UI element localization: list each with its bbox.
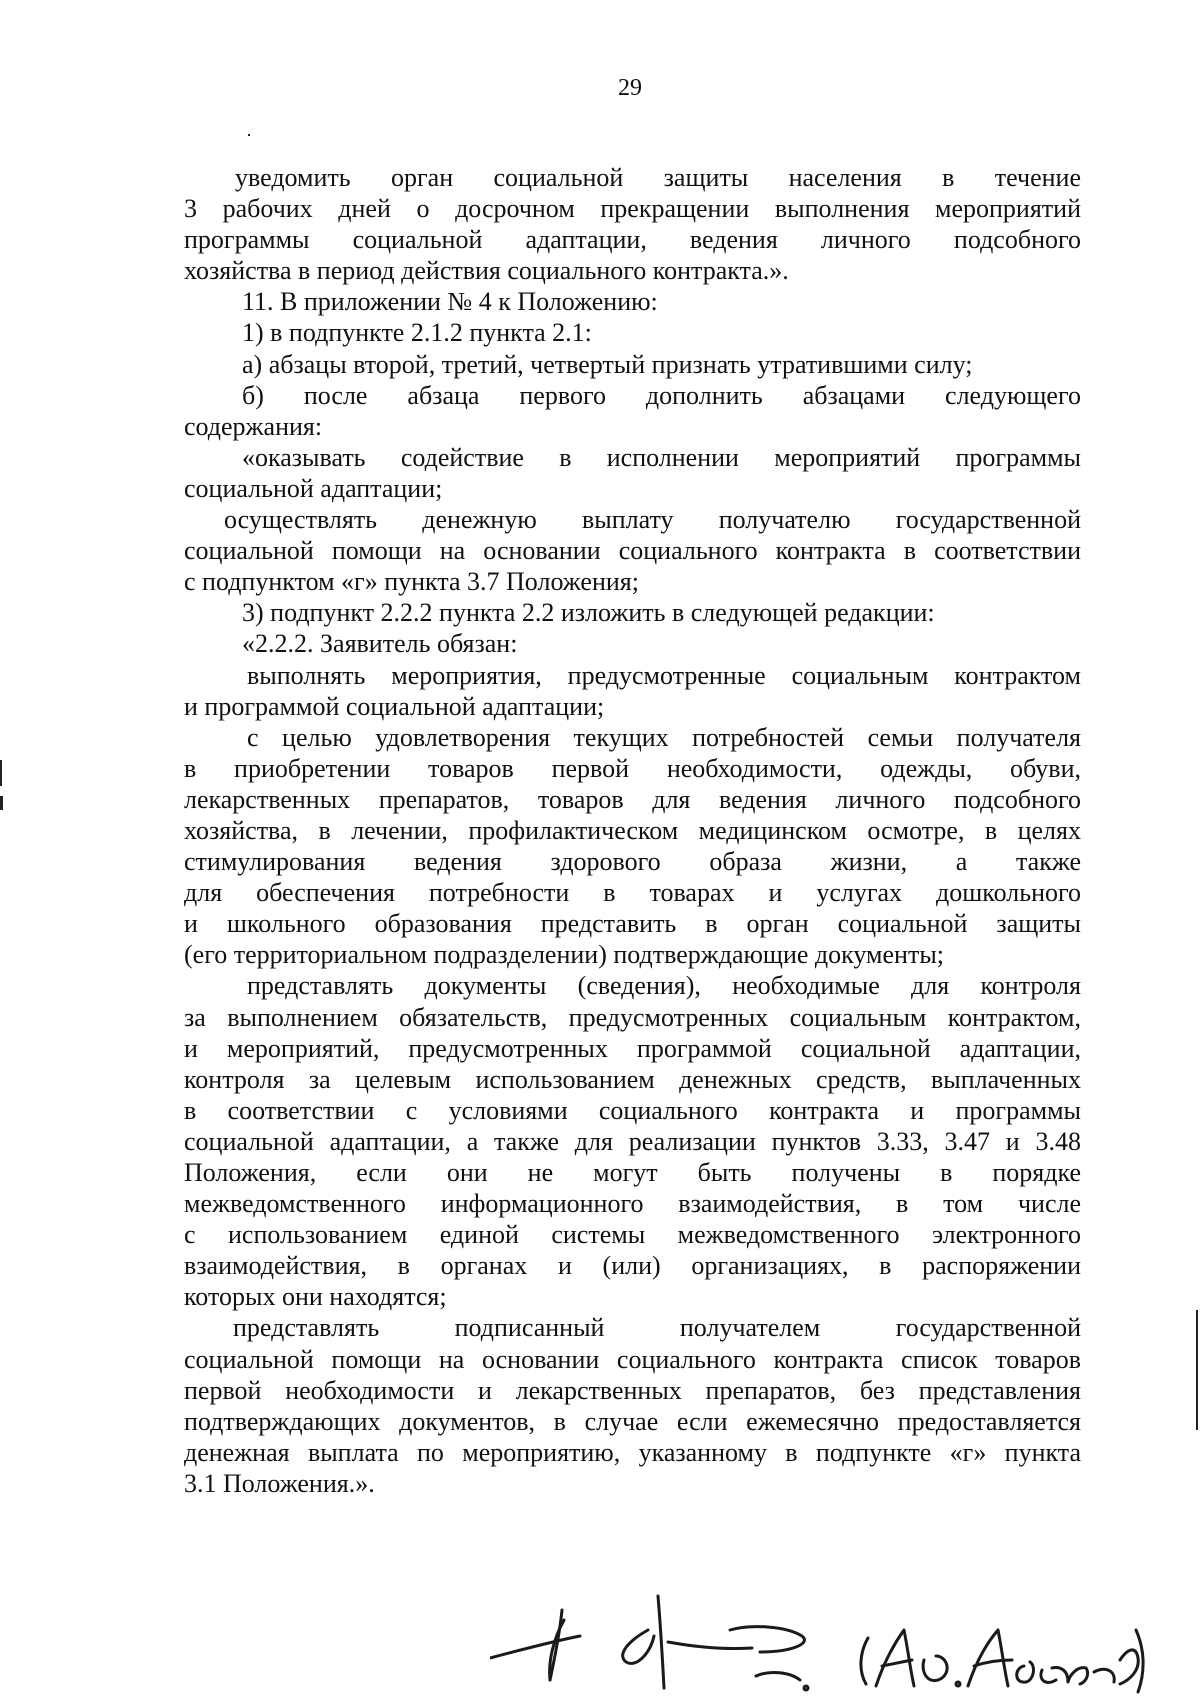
text-line: Положения, если они не могут быть получены в порядке <box>184 1158 1081 1187</box>
text-line: в приобретении товаров первой необходимости, одежды, обуви, <box>184 753 1081 783</box>
text-line: представлять подписанный получателем государственной <box>233 1313 1081 1343</box>
text-line: хозяйства в период действия социального контракта.». <box>184 256 789 286</box>
text-line: первой необходимости и лекарственных препаратов, без представления <box>184 1375 1081 1405</box>
text-line: и школьного образования представить в орган социальной защиты <box>184 909 1081 939</box>
text-line: содержания: <box>184 411 323 441</box>
text-line: социальной помощи на основании социального контракта в соответствии <box>184 536 1081 566</box>
text-line: 1) в подпункте 2.1.2 пункта 2.1: <box>242 318 592 348</box>
text-line: за выполнением обязательств, предусмотренных социальным контрактом, <box>184 1002 1081 1032</box>
signature-image <box>490 1590 1150 1697</box>
text-line: с целью удовлетворения текущих потребностей семьи получателя <box>247 722 1081 752</box>
text-line: программы социальной адаптации, ведения личного подсобного <box>184 225 1081 255</box>
text-line: и программой социальной адаптации; <box>184 691 605 721</box>
text-line: контроля за целевым использованием денежных средств, выплаченных <box>184 1064 1081 1094</box>
text-line: межведомственного информационного взаимодействия, в том числе <box>184 1189 1081 1219</box>
text-line: с подпунктом «г» пункта 3.7 Положения; <box>184 567 639 597</box>
scan-mark <box>1196 1310 1198 1430</box>
text-line: 3.1 Положения.». <box>184 1468 375 1498</box>
text-line: подтверждающих документов, в случае если ежемесячно предоставляется <box>184 1406 1081 1436</box>
text-line: социальной адаптации; <box>184 473 443 503</box>
text-line: хозяйства, в лечении, профилактическом медицинском осмотре, в целях <box>184 815 1081 845</box>
text-line: которых они находятся; <box>184 1282 447 1312</box>
text-line: «2.2.2. Заявитель обязан: <box>242 629 518 659</box>
text-line: представлять документы (сведения), необходимые для контроля <box>247 971 1081 1001</box>
text-line: «оказывать содействие в исполнении мероприятий программы <box>242 442 1081 472</box>
text-line: с использованием единой системы межведомственного электронного <box>184 1220 1081 1250</box>
page-number: 29 <box>618 75 642 101</box>
text-line: стимулирования ведения здорового образа жизни, а также <box>184 847 1081 877</box>
text-line: б) после абзаца первого дополнить абзацами следующего <box>242 380 1081 410</box>
text-line: 3) подпункт 2.2.2 пункта 2.2 изложить в следующей редакции: <box>242 598 935 628</box>
text-line: в соответствии с условиями социального контракта и программы <box>184 1095 1081 1125</box>
text-line: осуществлять денежную выплату получателю государственной <box>224 505 1081 535</box>
text-line: социальной помощи на основании социального контракта список товаров <box>184 1344 1081 1374</box>
text-line: для обеспечения потребности в товарах и услугах дошкольного <box>184 878 1081 908</box>
scan-mark <box>0 796 3 810</box>
text-line: а) абзацы второй, третий, четвертый признать утратившими силу; <box>242 349 973 379</box>
text-line: уведомить орган социальной защиты населения в течение <box>235 163 1081 192</box>
text-line: взаимодействия, в органах и (или) организациях, в распоряжении <box>184 1251 1081 1281</box>
document-body <box>184 162 1081 1499</box>
text-line: 3 рабочих дней о досрочном прекращении выполнения мероприятий <box>184 194 1081 224</box>
scan-mark <box>248 134 250 136</box>
scan-mark <box>0 760 2 786</box>
text-line: выполнять мероприятия, предусмотренные социальным контрактом <box>247 660 1081 690</box>
text-line: и мероприятий, предусмотренных программой социальной адаптации, <box>184 1033 1081 1063</box>
text-line: (его территориальном подразделении) подтверждающие документы; <box>184 940 945 970</box>
text-line: 11. В приложении № 4 к Положению: <box>242 287 658 317</box>
text-line: денежная выплата по мероприятию, указанному в подпункте «г» пункта <box>184 1437 1081 1467</box>
text-line: лекарственных препаратов, товаров для ведения личного подсобного <box>184 784 1081 814</box>
text-line: социальной адаптации, а также для реализации пунктов 3.33, 3.47 и 3.48 <box>184 1126 1081 1156</box>
